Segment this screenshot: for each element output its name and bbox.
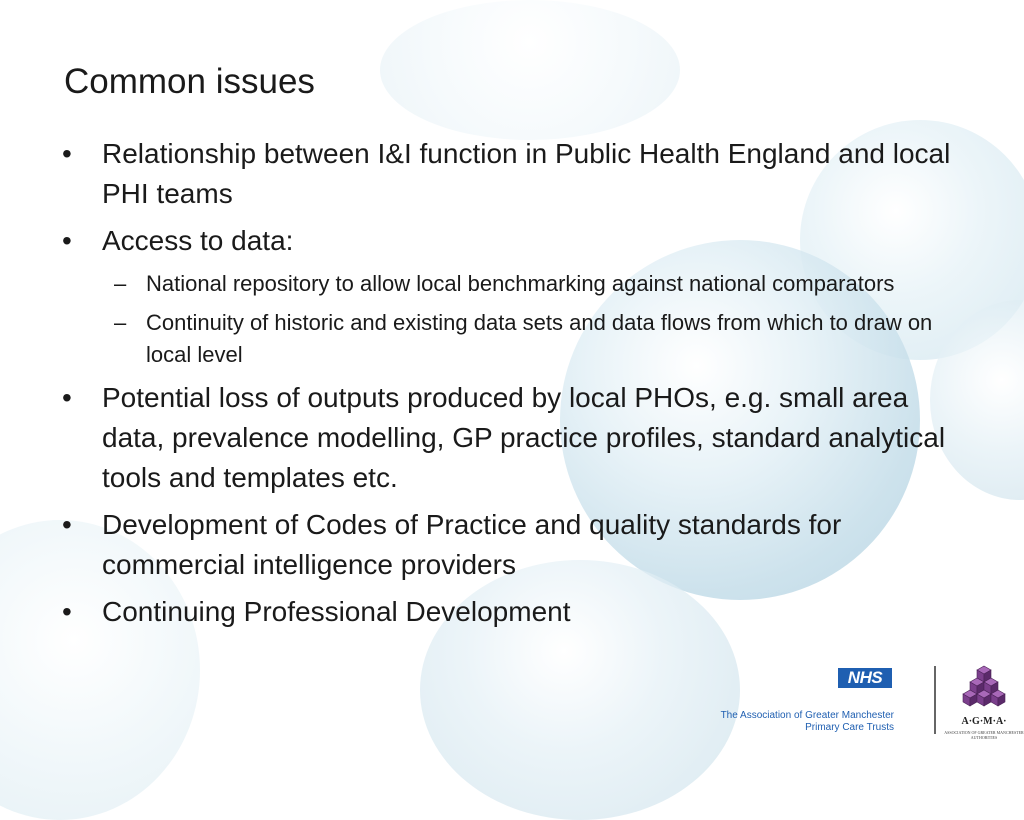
bullet-item [62, 592, 962, 632]
bullet-item [62, 221, 962, 261]
bullet-text: Development of Codes of Practice and quality standards for commercial intelligence providers [102, 509, 842, 580]
association-name [721, 710, 894, 734]
sub-bullet-item [62, 268, 962, 300]
bullet-marker: • [62, 225, 72, 256]
background-bubble [380, 0, 680, 140]
bullet-text: Access to data: [102, 225, 294, 256]
logo-divider [934, 666, 936, 734]
bullet-item [62, 505, 962, 585]
slide-title: Common issues [64, 62, 315, 101]
agma-logo-subtitle: ASSOCIATION OF GREATER MANCHESTER AUTHORITIES [944, 730, 1024, 740]
agma-logo-text: A·G·M·A· [961, 716, 1007, 727]
sub-bullet-item [62, 307, 962, 371]
sub-bullet-text: Continuity of historic and existing data sets and data flows from which to draw on local level [146, 310, 933, 367]
association-line-1: The Association of Greater Manchester [720, 710, 894, 721]
dash-marker: – [114, 271, 127, 296]
bullet-marker: • [62, 596, 72, 627]
bullet-marker: • [62, 509, 72, 540]
bullet-text: Potential loss of outputs produced by local PHOs, e.g. small area data, prevalence modelling, GP practice profiles, standard analytical tools and templates etc. [102, 382, 946, 493]
bullet-text: Relationship between I&I function in Public Health England and local PHI teams [102, 138, 951, 209]
footer-logos [690, 664, 1024, 764]
association-line-2: Primary Care Trusts [805, 722, 894, 733]
bullet-list [62, 134, 962, 639]
bullet-text: Continuing Professional Development [102, 596, 571, 627]
bullet-marker: • [62, 138, 72, 169]
nhs-logo: NHS [838, 668, 892, 688]
bullet-item [62, 134, 962, 214]
bullet-item [62, 378, 962, 498]
sub-bullet-text: National repository to allow local benchmarking against national comparators [146, 271, 895, 296]
dash-marker: – [114, 310, 127, 335]
bullet-marker: • [62, 382, 72, 413]
